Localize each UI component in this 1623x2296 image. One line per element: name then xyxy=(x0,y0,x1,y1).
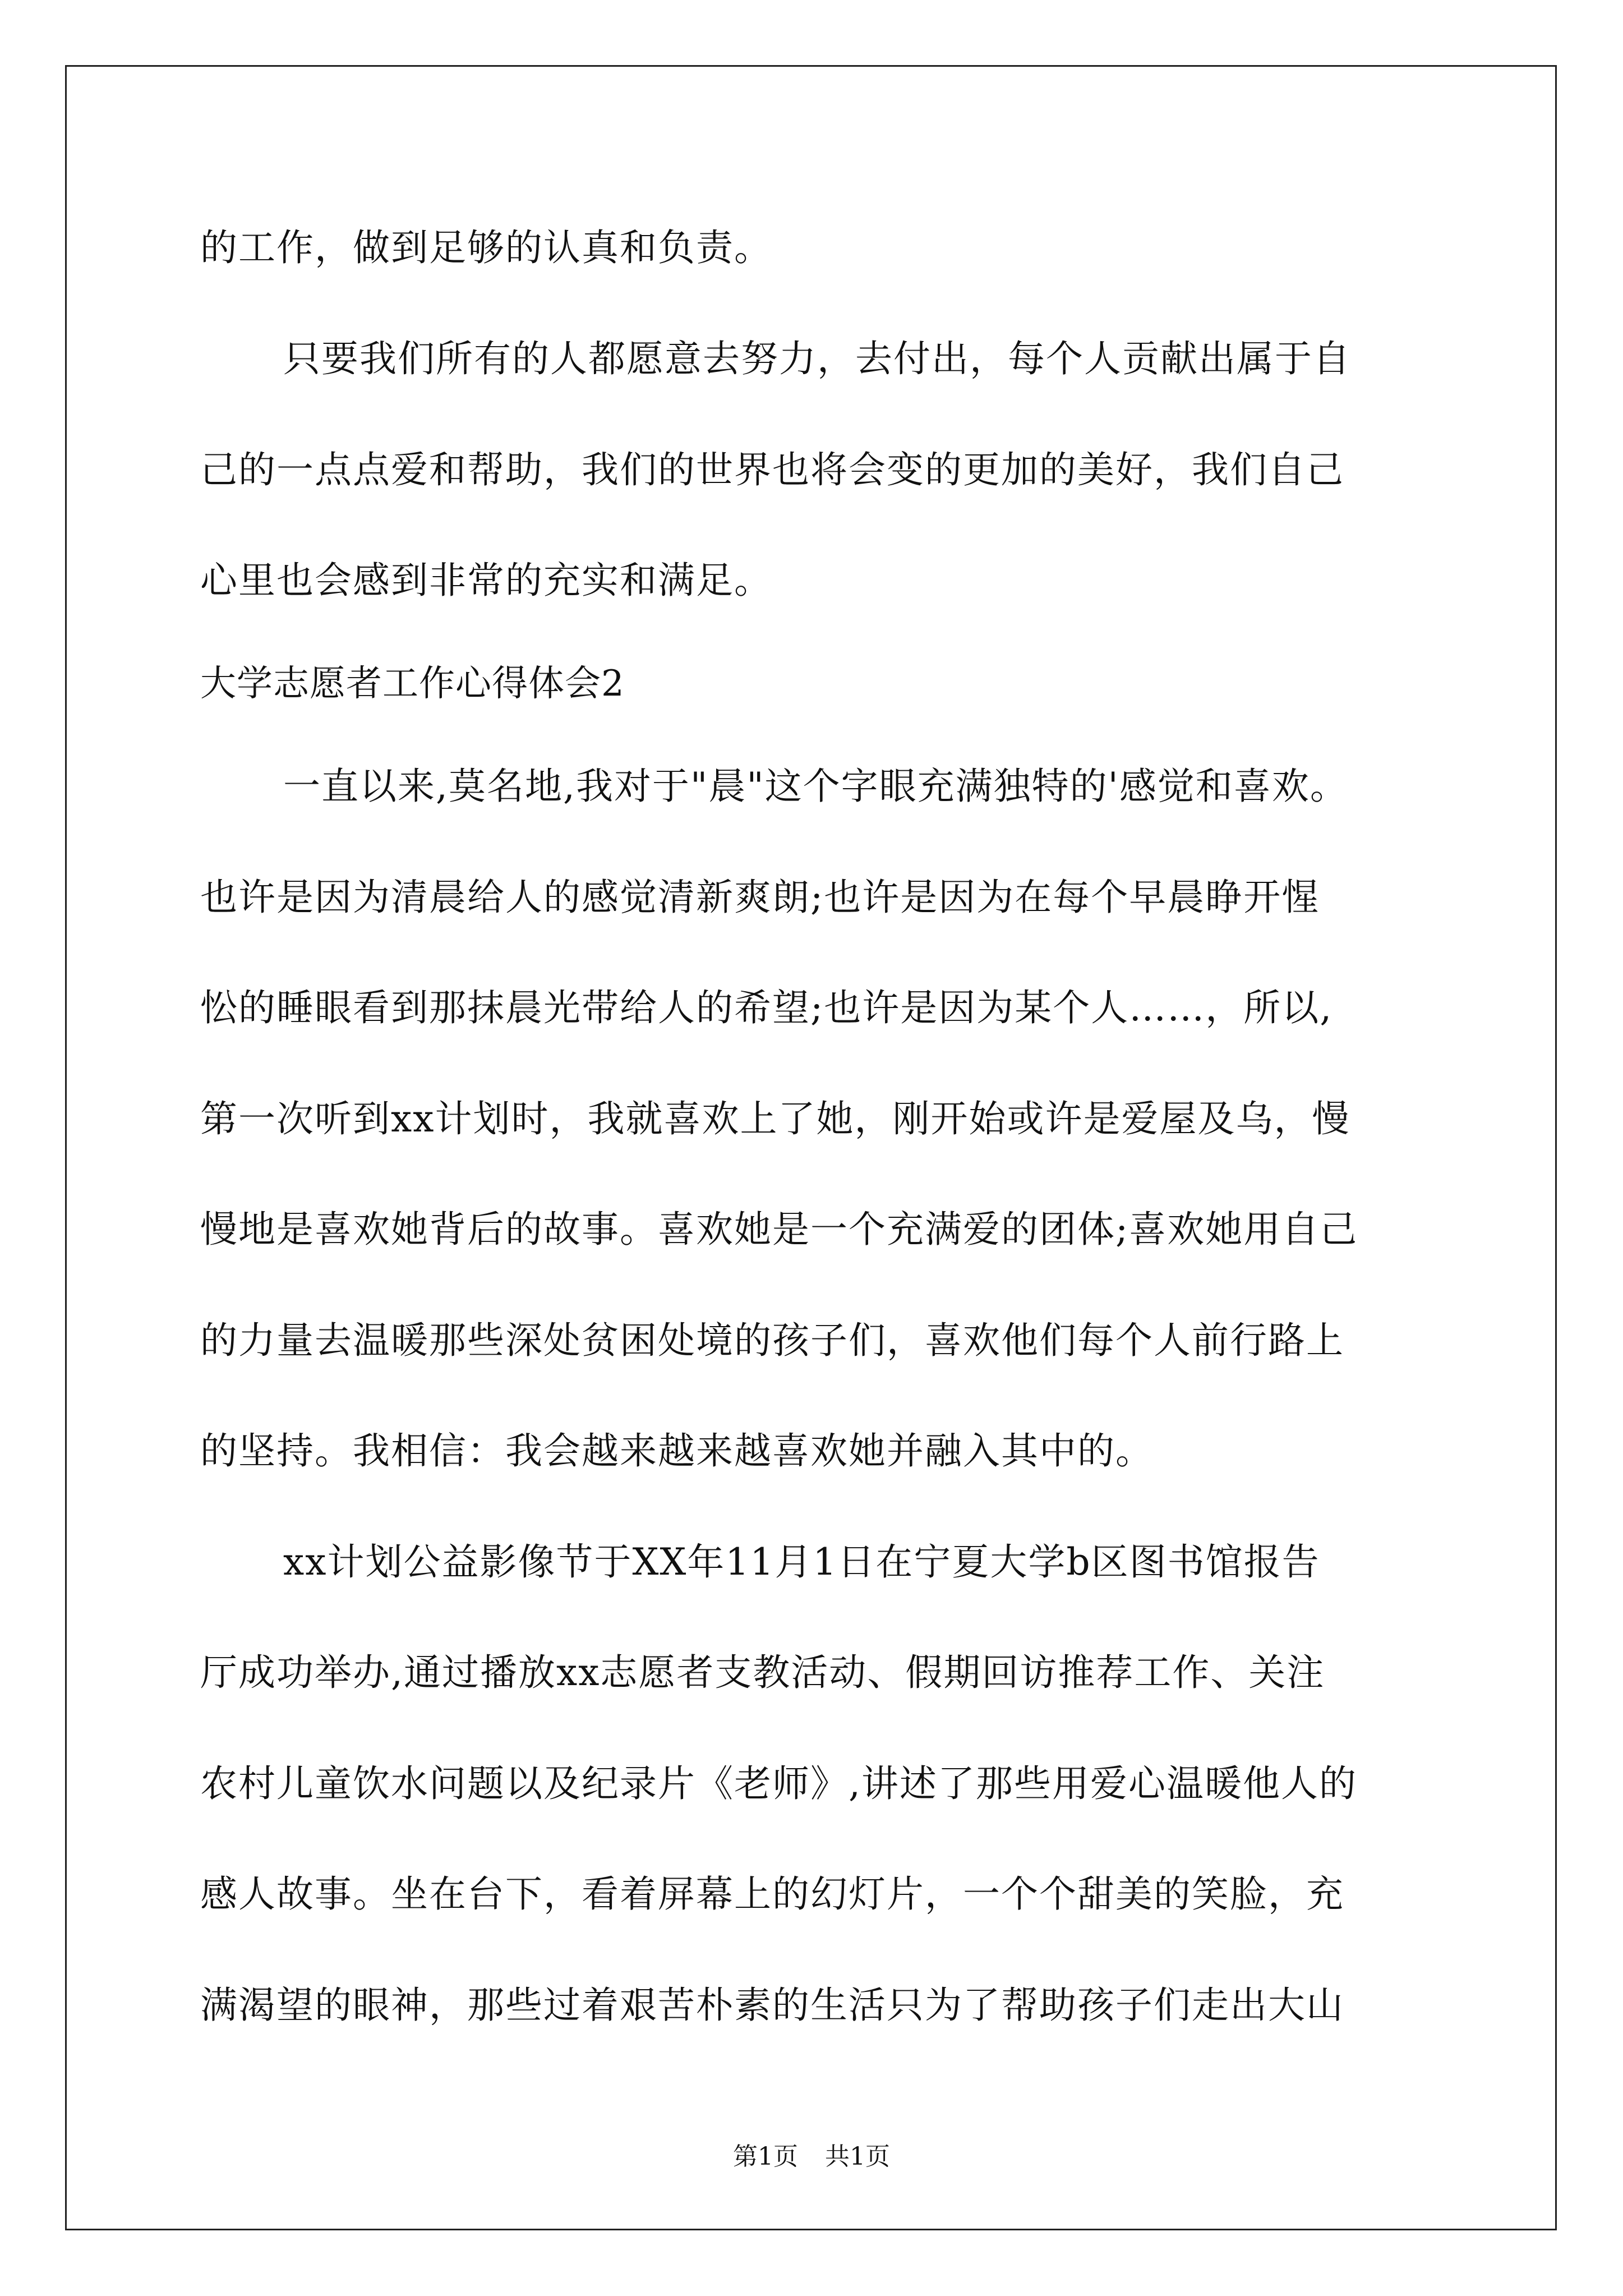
paragraph-line: 也许是因为清晨给人的感觉清新爽朗;也许是因为在每个早晨睁开惺 xyxy=(200,876,1320,919)
paragraph-line: 慢地是喜欢她背后的故事。喜欢她是一个充满爱的团体;喜欢她用自己 xyxy=(200,1208,1358,1251)
page-number: 第1页 xyxy=(733,2142,798,2171)
paragraph-line: 满渴望的眼神，那些过着艰苦朴素的生活只为了帮助孩子们走出大山 xyxy=(200,1984,1344,2027)
page-total: 共1页 xyxy=(825,2142,890,2171)
paragraph-line: 的力量去温暖那些深处贫困处境的孩子们，喜欢他们每个人前行路上 xyxy=(200,1319,1344,1362)
paragraph-line: 第一次听到xx计划时，我就喜欢上了她，刚开始或许是爱屋及乌，慢 xyxy=(200,1097,1350,1140)
paragraph-line: 农村儿童饮水问题以及纪录片《老师》,讲述了那些用爱心温暖他人的 xyxy=(200,1762,1357,1805)
paragraph-line: xx计划公益影像节于XX年11月1日在宁夏大学b区图书馆报告 xyxy=(283,1540,1320,1584)
paragraph-line: 的工作，做到足够的认真和负责。 xyxy=(200,226,772,269)
paragraph-line: 心里也会感到非常的充实和满足。 xyxy=(200,559,772,602)
paragraph-line: 感人故事。坐在台下，看着屏幕上的幻灯片，一个个甜美的笑脸，充 xyxy=(200,1872,1344,1916)
paragraph-line: 厅成功举办,通过播放xx志愿者支教活动、假期回访推荐工作、关注 xyxy=(200,1651,1325,1694)
section-heading: 大学志愿者工作心得体会2 xyxy=(200,663,625,705)
paragraph-line: 只要我们所有的人都愿意去努力，去付出，每个人贡献出属于自 xyxy=(283,337,1351,380)
paragraph-line: 己的一点点爱和帮助，我们的世界也将会变的更加的美好，我们自己 xyxy=(200,448,1344,491)
paragraph-line: 的坚持。我相信：我会越来越来越喜欢她并融入其中的。 xyxy=(200,1429,1154,1473)
paragraph-line: 一直以来,莫名地,我对于"晨"这个字眼充满独特的'感觉和喜欢。 xyxy=(283,765,1348,808)
paragraph-line: 忪的睡眼看到那抹晨光带给人的希望;也许是因为某个人……，所以, xyxy=(200,986,1333,1029)
page-footer xyxy=(0,2140,1623,2174)
